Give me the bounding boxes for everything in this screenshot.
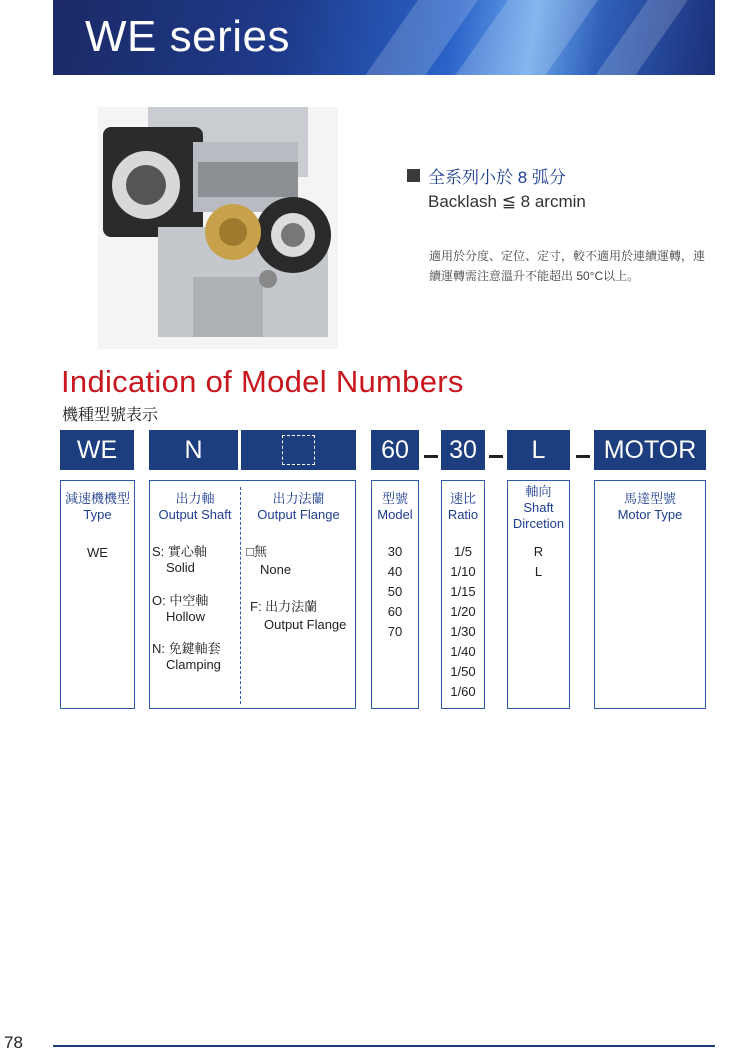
flange-cn: 出力法蘭 [272, 491, 325, 506]
shaft-option-en: Clamping [166, 657, 221, 672]
shaft-option-solid [152, 544, 207, 576]
model-cn: 型號 [381, 491, 408, 506]
ratio-value: 1/10 [450, 564, 476, 579]
direction-en2: Dircetion [512, 516, 565, 531]
detail-box-type [60, 480, 135, 709]
placeholder-box-icon [282, 435, 315, 465]
ratio-value: 1/60 [450, 684, 476, 699]
ratio-values [442, 542, 484, 702]
code-box-shaft [149, 430, 238, 470]
flange-option-output-flange [250, 599, 346, 633]
shaft-option-cn: N: 免鍵軸套 [152, 641, 221, 656]
model-value: 60 [387, 604, 403, 619]
header-banner [53, 0, 715, 75]
type-values [61, 543, 134, 563]
flange-option-cn: □無 [246, 544, 267, 559]
ratio-value: 1/5 [453, 544, 473, 559]
flange-option-en: None [260, 562, 292, 577]
separator-dash [576, 455, 590, 458]
detail-box-direction [507, 480, 570, 709]
code-ratio-text: 30 [449, 435, 477, 464]
flange-en: Output Flange [257, 507, 340, 522]
flange-option-cn: F: 出力法蘭 [250, 599, 318, 614]
detail-box-motor [594, 480, 706, 709]
code-box-direction [507, 430, 570, 470]
model-values [372, 542, 418, 642]
motor-header [595, 491, 705, 523]
shaft-option-hollow [152, 593, 208, 625]
detail-box-ratio [441, 480, 485, 709]
motor-en: Motor Type [617, 507, 683, 522]
ratio-cn: 速比 [449, 491, 476, 506]
code-type-text: WE [76, 435, 118, 464]
section-subtitle: 機種型號表示 [62, 407, 159, 424]
bullet-square-icon [407, 169, 420, 182]
code-box-model [371, 430, 419, 470]
model-value: 70 [387, 624, 403, 639]
flange-header [242, 491, 355, 523]
code-model-text: 60 [381, 435, 409, 464]
shaft-option-clamping [152, 641, 221, 673]
shaft-option-en: Solid [166, 560, 195, 575]
code-shaft-text: N [184, 435, 203, 464]
usage-note: 適用於分度、定位、定寸，較不適用於連續運轉，連續運轉需注意溫升不能超出 50°C以上。 [429, 249, 706, 283]
code-box-ratio [441, 430, 485, 470]
direction-value: L [534, 564, 543, 579]
ratio-value: 1/30 [450, 624, 476, 639]
direction-header [508, 484, 569, 532]
type-value: WE [87, 545, 108, 560]
ratio-en: Ratio [447, 507, 479, 522]
direction-en1: Shaft [523, 500, 554, 515]
ratio-value: 1/50 [450, 664, 476, 679]
model-header [372, 491, 418, 523]
code-box-flange [241, 430, 356, 470]
flange-option-en: Output Flange [264, 617, 347, 632]
detail-box-shaft-flange [149, 480, 356, 709]
model-value: 50 [387, 584, 403, 599]
direction-value: R [533, 544, 544, 559]
direction-values [508, 542, 569, 582]
ratio-value: 1/20 [450, 604, 476, 619]
shaft-option-cn: S: 實心軸 [152, 544, 207, 559]
model-value: 30 [387, 544, 403, 559]
shaft-en: Output Shaft [158, 507, 232, 522]
model-value: 40 [387, 564, 403, 579]
shaft-header [150, 491, 240, 523]
code-box-motor [594, 430, 706, 470]
backlash-cn: 全系列小於 8 弧分 [428, 168, 566, 187]
section-title: Indication of Model Numbers [61, 364, 464, 399]
code-box-type [60, 430, 134, 470]
detail-box-model [371, 480, 419, 709]
footer-rule [53, 1045, 715, 1047]
dotted-divider [240, 487, 241, 704]
page-number: 78 [4, 1033, 23, 1052]
feature-block [407, 163, 586, 212]
separator-dash [424, 455, 438, 458]
type-en: Type [83, 507, 112, 522]
page-title: WE series [85, 12, 290, 61]
code-direction-text: L [531, 435, 546, 464]
ratio-header [442, 491, 484, 523]
direction-cn: 軸向 [525, 484, 552, 499]
worm-gear-reducer-image [98, 107, 338, 349]
flange-option-none [246, 544, 291, 578]
model-en: Model [377, 507, 413, 522]
motor-cn: 馬達型號 [623, 491, 676, 506]
ratio-value: 1/40 [450, 644, 476, 659]
type-cn: 減速機機型 [64, 491, 130, 506]
backlash-en: Backlash ≦ 8 arcmin [428, 192, 586, 211]
type-header [61, 491, 134, 523]
shaft-cn: 出力軸 [175, 491, 215, 506]
code-motor-text: MOTOR [603, 435, 697, 464]
shaft-option-cn: O: 中空軸 [152, 593, 209, 608]
ratio-value: 1/15 [450, 584, 476, 599]
separator-dash [489, 455, 503, 458]
shaft-option-en: Hollow [166, 609, 206, 624]
